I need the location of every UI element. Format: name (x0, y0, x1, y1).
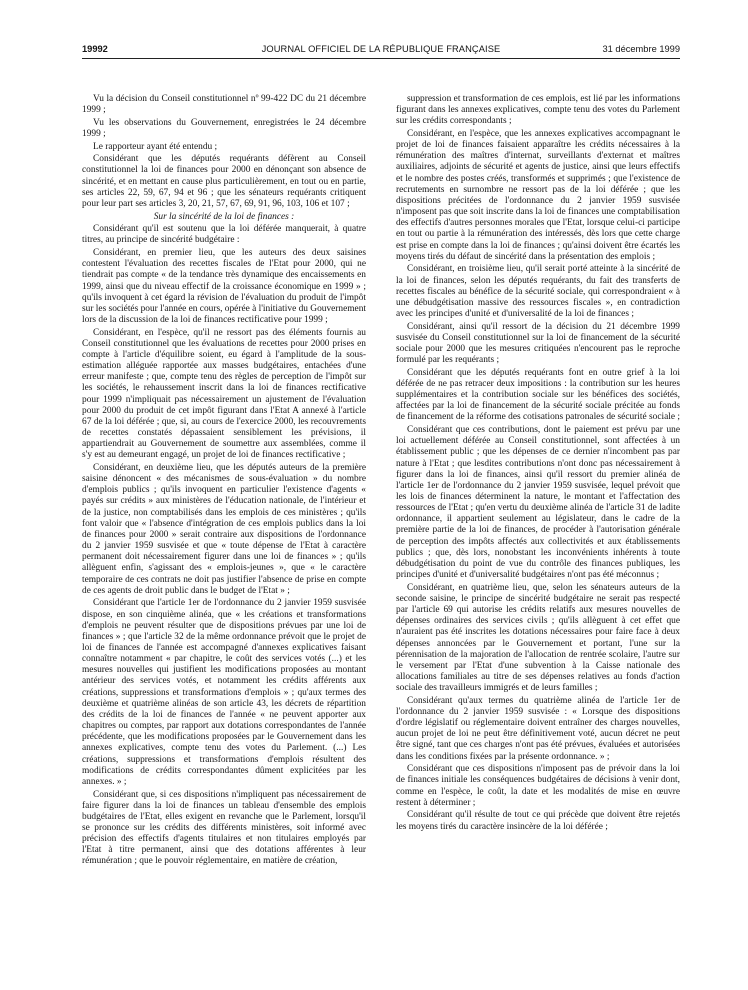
paragraph: Vu les observations du Gouvernement, enregistrées le 24 décembre 1999 ; (82, 117, 366, 139)
paragraph: Considérant que les députés requérants font en outre grief à la loi déférée de ne pas retracer deux impositions : la contribution sur les heures supplémentaires et la contribution sociale sur les bénéfices des sociétés, affectées par la loi de financement de la sécurité sociale précitée au fonds de financement de la réforme des cotisations patronales de sécurité sociale ; (396, 367, 680, 423)
paragraph: Considérant, ainsi qu'il ressort de la décision du 21 décembre 1999 susvisée du Conseil constitutionnel sur la loi de financement de la sécurité sociale pour 2000 que les mesures critiquées n'encourent pas le reproche formulé par les requérants ; (396, 321, 680, 366)
paragraph: Considérant, en premier lieu, que les auteurs des deux saisines contestent l'évaluation des recettes fiscales de l'Etat pour 2000, qui ne tiendrait pas compte « de la tendance très dynamique des encaissements en 1999, ainsi que du niveau effectif de la croissance économique en 1999 » ; qu'ils invoquent à cet égard la révision de l'évaluation du produit de l'impôt sur les sociétés pour l'année en cours, opérée à l'initiative du Gouvernement lors de la discussion de la loi de finances rectificative pour 1999 ; (82, 248, 366, 325)
issue-date: 31 décembre 1999 (602, 44, 680, 54)
section-heading: Sur la sincérité de la loi de finances : (153, 211, 295, 222)
paragraph: Considérant qu'aux termes du quatrième alinéa de l'article 1er de l'ordonnance du 2 janvier 1959 susvisée : « Lorsque des dispositions d'ordre législatif ou réglementaire doivent entraîner des charges nouvelles, aucun projet de loi ne peut être définitivement voté, aucun décret ne peut être signé, tant que ces charges n'ont pas été prévues, évaluées et autorisées dans les conditions fixées par la présente ordonnance. » ; (396, 695, 680, 762)
right-column (396, 94, 680, 942)
paragraph: Considérant qu'il est soutenu que la loi déférée manquerait, à quatre titres, au principe de sincérité budgétaire : (82, 224, 366, 246)
paragraph: suppression et transformation de ces emplois, est lié par les informations figurant dans les annexes explicatives, compte tenu des votes du Parlement sur les crédits correspondants ; (396, 94, 680, 127)
paragraph: Considérant, en quatrième lieu, que, selon les sénateurs auteurs de la seconde saisine, le principe de sincérité budgétaire ne serait pas respecté par l'article 69 qui autorise les crédits relatifs aux mesures nouvelles de dépenses ordinaires des services civils ; qu'ils allèguent à cet effet que n'auraient pas été inscrites les dotations nécessaires pour faire face à deux dépenses annoncées par le Gouvernement et portant, l'une sur la pérennisation de la majoration de l'allocation de rentrée scolaire, l'autre sur le versement par l'Etat d'une subvention à la Caisse nationale des allocations familiales au titre de ses dépenses relatives au fonds d'action sociale des travailleurs immigrés et de leurs familles ; (396, 582, 680, 694)
page-header (82, 44, 680, 58)
paragraph: Considérant qu'il résulte de tout ce qui précède que doivent être rejetés les moyens tirés du caractère insincère de la loi déférée ; (396, 810, 680, 832)
paragraph: Considérant, en l'espèce, que les annexes explicatives accompagnant le projet de loi de finances faisaient apparaître les crédits nécessaires à la rémunération des maîtres d'internat, surveillants d'externat et maîtres auxiliaires, adjoints de sécurité et agents de justice, ainsi que leurs effectifs et le nombre des postes créés, transformés et supprimés ; que l'existence de recrutements en surnombre ne ressort pas de la loi déférée ; que les dispositions précitées de l'ordonnance du 2 janvier 1959 susvisée n'imposent pas que soit inscrite dans la loi de finances une comptabilisation des effectifs d'autres personnes morales que l'Etat, lorsque celui-ci participe en tout ou partie à la rémunération des intéressés, dès lors que cette charge est prise en compte dans la loi de finances ; qu'ainsi doivent être écartés les moyens tirés du défaut de sincérité dans la présentation des emplois ; (396, 128, 680, 262)
paragraph: Considérant, en deuxième lieu, que les députés auteurs de la première saisine dénoncent « des mécanismes de sous-évaluation » du nombre d'emplois publics ; qu'ils invoquent en particulier l'existence d'agents « payés sur crédits » aux ministères de l'éducation nationale, de l'intérieur et de la justice, non comptabilisés dans les emplois de ces ministères ; qu'ils font valoir que « l'absence d'intégration de ces emplois publics dans la loi de finances pour 2000 » serait contraire aux dispositions de l'ordonnance du 2 janvier 1959 susvisée et que « toute dépense de l'Etat à caractère permanent doit nécessairement figurer dans une loi de finances » ; qu'ils allèguent enfin, s'agissant des « emplois-jeunes », que « le caractère temporaire de ces contrats ne doit pas justifier l'absence de prise en compte de ces agents de droit public dans le budget de l'Etat » ; (82, 463, 366, 596)
paragraph: Considérant que ces contributions, dont le paiement est prévu par une loi actuellement déférée au Conseil constitutionnel, sont affectées à un établissement public ; que les dépenses de ce dernier n'incombent pas par nature à l'Etat ; que lesdites contributions n'ont donc pas nécessairement à figurer dans la loi de finances, ainsi qu'il ressort du premier alinéa de l'article 1er de l'ordonnance du 2 janvier 1959 susvisée, lequel prévoit que les lois de finances déterminent la nature, le montant et l'affectation des ressources de l'Etat ; qu'en vertu du deuxième alinéa de l'article 31 de ladite ordonnance, il appartient seulement au législateur, dans le cadre de la première partie de la loi de finances, de procéder à l'autorisation générale de perception des impôts affectés aux collectivités et aux établissements publics ; que, dès lors, nonobstant les inconvénients inhérents à toute débudgétisation du point de vue du contrôle des finances publiques, les principes d'unité et d'universalité budgétaires n'ont pas été méconnus ; (396, 425, 680, 581)
paragraph: Considérant que, si ces dispositions n'impliquent pas nécessairement de faire figurer dans la loi de finances un tableau d'ensemble des emplois budgétaires de l'Etat, elles exigent en revanche que le Parlement, lorsqu'il se prononce sur les crédits des différents ministères, soit informé avec précision des effectifs d'agents titulaires et non titulaires employés par l'Etat à titre permanent, ainsi que des dotations afférentes à leur rémunération ; que le pouvoir réglementaire, en matière de création, (82, 789, 366, 867)
paragraph: Considérant que l'article 1er de l'ordonnance du 2 janvier 1959 susvisée dispose, en son cinquième alinéa, que « les créations et transformations d'emplois ne peuvent résulter que de dispositions prévues par une loi de finances » ; que l'article 32 de la même ordonnance prévoit que le projet de loi de finances de l'année est accompagné d'annexes explicatives faisant connaître notamment « par chapitre, le coût des services votés (...) et les mesures nouvelles qui justifient les modifications proposées au montant antérieur des services votés, et notamment les crédits afférents aux créations, suppressions et transformations d'emplois » ; qu'aux termes des deuxième et quatrième alinéas de son article 43, les décrets de répartition des crédits de la loi de finances de l'année « ne peuvent apporter aux chapitres ou comptes, par rapport aux dotations correspondantes de l'année précédente, que les modifications proposées par le Gouvernement dans les annexes explicatives, compte tenu des votes du Parlement. (...) Les créations, suppressions et transformations d'emplois résultent des modifications de crédits correspondantes dûment explicitées par les annexes. » ; (82, 598, 366, 787)
page-number: 19992 (82, 44, 108, 54)
paragraph: Vu la décision du Conseil constitutionnel nº 99-422 DC du 21 décembre 1999 ; (82, 94, 366, 116)
paragraph: Considérant, en troisième lieu, qu'il serait porté atteinte à la sincérité de la loi de finances, selon les députés requérants, du fait des transferts de recettes fiscales au bénéfice de la sécurité sociale, qui correspondraient « à une débudgétisation massive des ressources fiscales », en contradiction avec les principes d'unité et d'universalité de la loi de finances ; (396, 264, 680, 319)
header-rule (82, 58, 680, 59)
left-column (82, 94, 366, 942)
paragraph: Considérant, en l'espèce, qu'il ne ressort pas des éléments fournis au Conseil constitutionnel que les évaluations de recettes pour 2000 prises en compte à l'article d'équilibre soient, eu égard à l'amplitude de la sous-estimation alléguée rapportée aux masses budgétaires, entachées d'une erreur manifeste ; que, compte tenu des règles de perception de l'impôt sur les sociétés, le rehaussement inscrit dans la loi de finances rectificative pour 1999 n'impliquait pas nécessairement un ajustement de l'évaluation pour 2000 du produit de cet impôt figurant dans l'Etat A annexé à l'article 67 de la loi déférée ; que, si, au cours de l'exercice 2000, les recouvrements de recettes constatés dépassaient sensiblement les prévisions, il appartiendrait au Gouvernement de soumettre aux assemblées, comme il s'y est au demeurant engagé, un projet de loi de finances rectificative ; (82, 327, 366, 461)
journal-title: JOURNAL OFFICIEL DE LA RÉPUBLIQUE FRANÇAISE (261, 44, 501, 54)
paragraph: Considérant que les députés requérants défèrent au Conseil constitutionnel la loi de finances pour 2000 en dénonçant son absence de sincérité, et en mettant en cause plus particulièrement, en tout ou en partie, ses articles 22, 59, 67, 94 et 96 ; que les sénateurs requérants critiquent pour leur part ses articles 3, 20, 21, 57, 67, 69, 91, 96, 103, 106 et 107 ; (82, 154, 366, 209)
paragraph: Considérant que ces dispositions n'imposent pas de prévoir dans la loi de finances initiale les conséquences budgétaires de décisions à venir dont, comme en l'espèce, le coût, la date et les modalités de mise en œuvre restent à déterminer ; (396, 764, 680, 808)
paragraph: Le rapporteur ayant été entendu ; (93, 141, 218, 152)
